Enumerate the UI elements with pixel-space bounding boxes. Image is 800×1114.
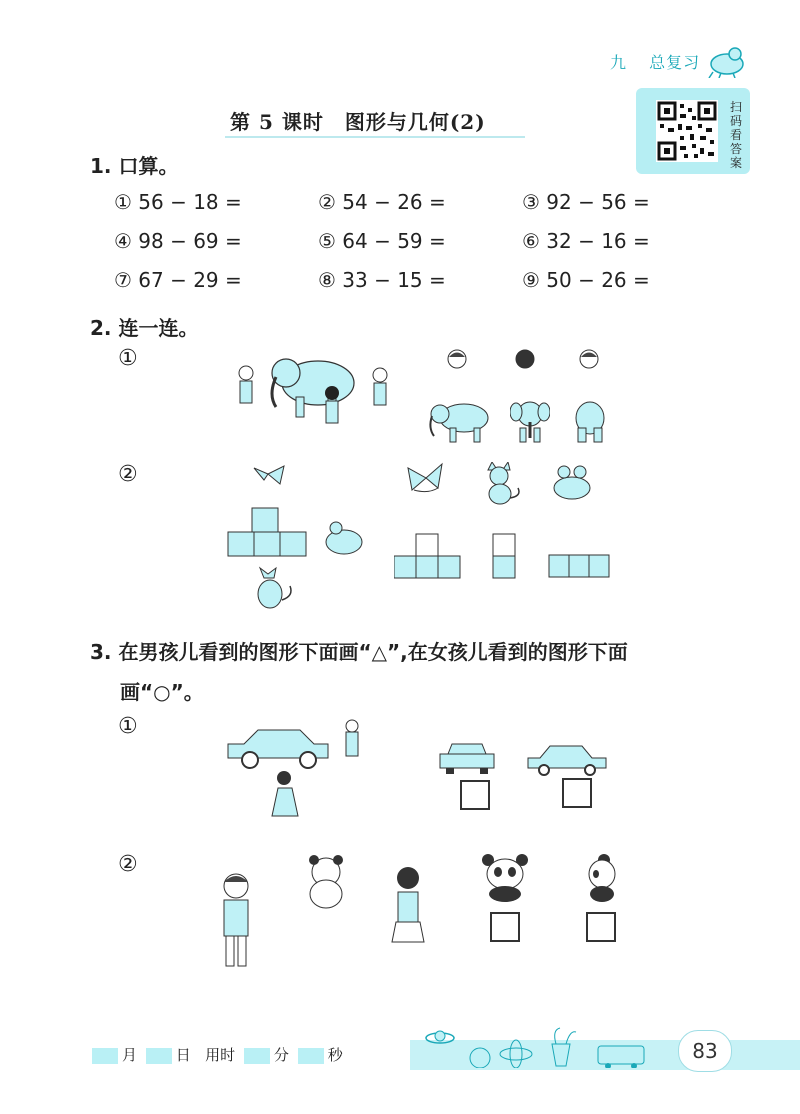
day-label: 日 (175, 1046, 191, 1064)
time-used-label: 用时 (205, 1046, 236, 1064)
frog-icon (550, 462, 594, 502)
qr-code-icon[interactable] (656, 100, 718, 162)
chapter-label (610, 50, 700, 73)
girl-head-back-icon (514, 348, 536, 370)
cube-scene-illustration (224, 460, 394, 618)
boy-head-side-icon (446, 348, 468, 370)
seconds-label: 秒 (327, 1046, 343, 1064)
q2-heading: 2. 连一连。 (90, 316, 199, 340)
mascot-icon (705, 42, 749, 78)
q1-heading: 1. 口算。 (90, 154, 179, 178)
q1-item-5: ⑤ 64 − 59 = (318, 229, 446, 253)
car-front-view-icon (438, 740, 496, 776)
chapter-number: 九 (610, 53, 628, 72)
elephant-front-view-icon (510, 398, 550, 444)
panda-side-view-icon (584, 852, 620, 902)
q3-part1-mark: ① (118, 714, 138, 739)
title-underline (225, 136, 525, 138)
answer-box-car-front[interactable] (460, 780, 490, 810)
cube-view-side-icon (492, 532, 518, 582)
butterfly-icon (404, 460, 446, 498)
day-blank[interactable] (146, 1048, 172, 1064)
q1-item-9: ⑨ 50 − 26 = (522, 268, 650, 292)
qr-caption: 扫码看答案 (729, 100, 742, 170)
elephant-side-view-icon (424, 398, 494, 444)
cube-view-front-icon (394, 532, 462, 582)
elephant-scene-illustration (228, 345, 402, 440)
panda-scene-illustration (210, 852, 458, 976)
seconds-blank[interactable] (298, 1048, 324, 1064)
q1-item-7: ⑦ 67 − 29 = (114, 268, 242, 292)
answer-box-car-side[interactable] (562, 778, 592, 808)
q3-heading-line2: 画“○”。 (120, 680, 204, 704)
time-record (88, 1044, 343, 1065)
q1-item-4: ④ 98 − 69 = (114, 229, 242, 253)
cube-view-top-icon (548, 554, 614, 580)
footer-decoration-icons (420, 1024, 680, 1068)
q2-part1-mark: ① (118, 346, 138, 371)
q1-item-3: ③ 92 − 56 = (522, 190, 650, 214)
answer-box-panda-front[interactable] (490, 912, 520, 942)
q1-item-8: ⑧ 33 − 15 = (318, 268, 446, 292)
q3-part2-mark: ② (118, 852, 138, 877)
chapter-name: 总复习 (649, 53, 701, 72)
q1-item-2: ② 54 − 26 = (318, 190, 446, 214)
minutes-label: 分 (273, 1046, 289, 1064)
panda-front-view-icon (478, 852, 532, 902)
car-side-view-icon (526, 740, 608, 776)
page-number: 83 (678, 1030, 732, 1072)
month-blank[interactable] (92, 1048, 118, 1064)
lesson-title: 第 5 课时 图形与几何(2) (230, 110, 486, 134)
q1-item-6: ⑥ 32 − 16 = (522, 229, 650, 253)
month-label: 月 (122, 1046, 138, 1064)
q3-heading-line1: 3. 在男孩儿看到的图形下面画“△”,在女孩儿看到的图形下面 (90, 640, 628, 664)
q1-item-1: ① 56 − 18 = (114, 190, 242, 214)
elephant-back-view-icon (570, 398, 610, 444)
cat-icon (480, 462, 524, 506)
answer-box-panda-side[interactable] (586, 912, 616, 942)
q2-part2-mark: ② (118, 462, 138, 487)
boy-head-front-icon (578, 348, 600, 370)
car-scene-illustration (224, 716, 370, 832)
minutes-blank[interactable] (244, 1048, 270, 1064)
